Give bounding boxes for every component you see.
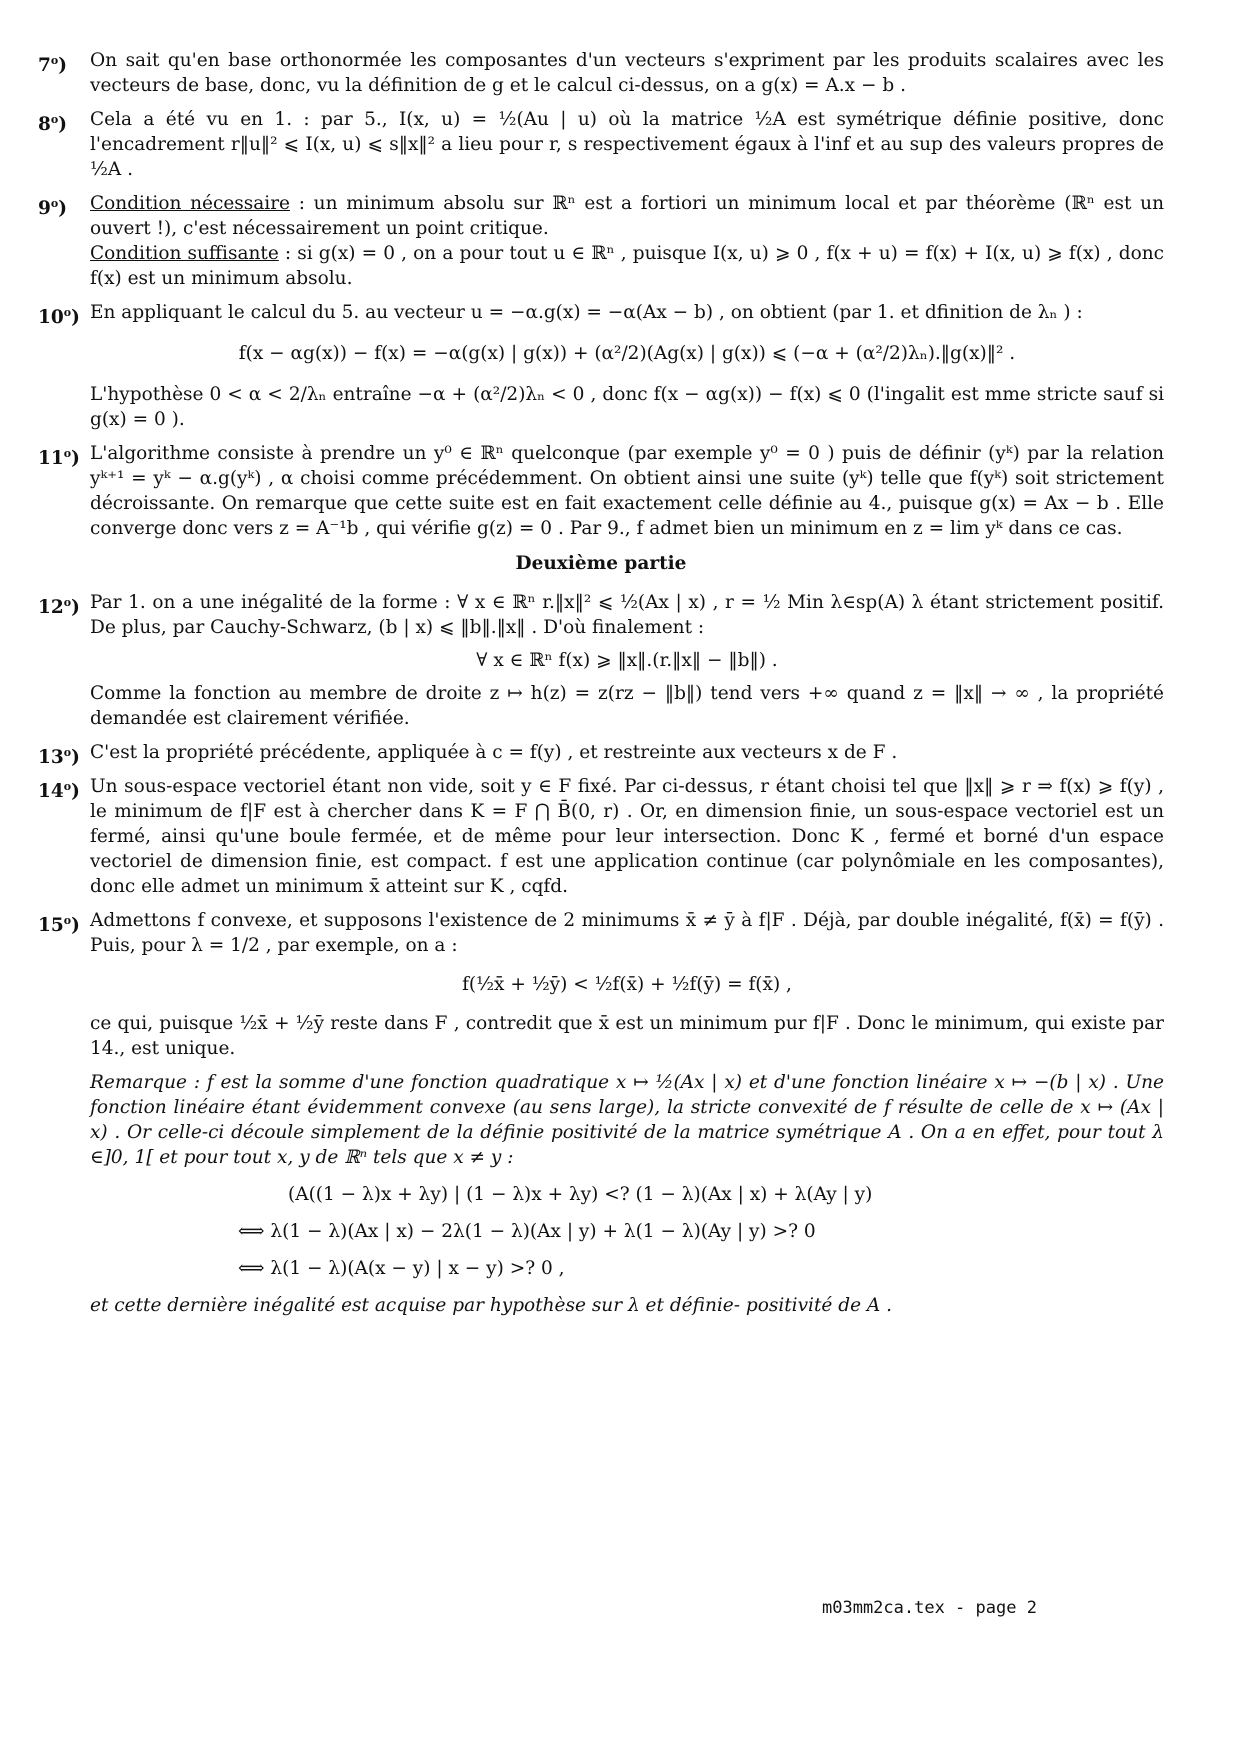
condition-sufficient-text: : si g(x) = 0 , on a pour tout u ∈ ℝⁿ , puisque I(x, u) ⩾ 0 , f(x + u) = f(x) + I(x, u) ⩾ f(x) , donc f(x) est un minimum absolu. [90, 243, 1165, 289]
item-text: L'algorithme consiste à prendre un y⁰ ∈ ℝⁿ quelconque (par exemple y⁰ = 0 ) puis de définir (yᵏ) par la relation yᵏ⁺¹ = yᵏ − α.g(yᵏ) , α choisi comme précédemment. On obtient ainsi une suite (yᵏ) telle que f(yᵏ) soit strictement décroissante. On remarque que cette suite est en fait exactement celle définie au 4., puisque g(x) = Ax − b . Elle converge donc vers z = A⁻¹b , qui vérifie g(z) = 0 . Par 9., f admet bien un minimum en z = lim yᵏ dans ce cas. [90, 443, 1164, 539]
remark-text [90, 1070, 1164, 1170]
item-number: 13$^o$) [38, 746, 80, 769]
item-12 [38, 590, 1164, 731]
item-text: Admettons f convexe, et supposons l'existence de 2 minimums x̄ ≠ ȳ à f|F . Déjà, par double inégalité, f(x̄) = f(ȳ) . Puis, pour λ = 1/2 , par exemple, on a : [90, 910, 1164, 956]
remark-body: : f est la somme d'une fonction quadratique x ↦ ½(Ax | x) et d'une fonction linéaire x ↦ −(b | x) . Une fonction linéaire étant évidemment convexe (au sens large), la stricte convexité de f résulte de celle de x ↦ (Ax | x) . Or celle-ci découle simplement de la définie positivité de la matrice symétrique A . On a en effet, pour tout λ ∈]0, 1[ et pour tout x, y de ℝⁿ tels que x ≠ y : [90, 1072, 1164, 1168]
item-10 [38, 300, 1164, 432]
page-body [38, 48, 1164, 1318]
item-text: En appliquant le calcul du 5. au vecteur u = −α.g(x) = −α(Ax − b) , on obtient (par 1. et dfinition de λₙ ) : [90, 302, 1083, 323]
display-equation: ∀ x ∈ ℝⁿ f(x) ⩾ ‖x‖.(r.‖x‖ − ‖b‖) . [476, 650, 778, 671]
remark-equation-2: ⟺ λ(1 − λ)(Ax | x) − 2λ(1 − λ)(Ax | y) + λ(1 − λ)(Ay | y) >? 0 [238, 1221, 816, 1242]
remark-equations [38, 1182, 1164, 1281]
condition-necessary-label: Condition nécessaire [90, 193, 290, 214]
item-11 [38, 441, 1164, 541]
item-number: 7$^o$) [38, 54, 67, 77]
item-8 [38, 107, 1164, 182]
item-text: ce qui, puisque ½x̄ + ½ȳ reste dans F , contredit que x̄ est un minimum pur f|F . Donc le minimum, qui existe par 14., est unique. [90, 1013, 1164, 1059]
item-7 [38, 48, 1164, 98]
item-13 [38, 740, 1164, 769]
item-number: 14$^o$) [38, 780, 80, 803]
item-9 [38, 191, 1164, 291]
item-15 [38, 908, 1164, 1061]
item-number: 9$^o$) [38, 197, 67, 220]
item-number: 11$^o$) [38, 447, 80, 470]
item-number: 12$^o$) [38, 596, 80, 619]
section-title: Deuxième partie [515, 553, 687, 574]
item-text: Un sous-espace vectoriel étant non vide, soit y ∈ F fixé. Par ci-dessus, r étant choisi tel que ‖x‖ ⩾ r ⇒ f(x) ⩾ f(y) , le minimum de f|F est à chercher dans K = F ⋂ B̄(0, r) . Or, en dimension finie, un sous-espace vectoriel est un fermé, ainsi qu'une boule fermée, et de même pour leur intersection. Donc K , fermé et borné d'un espace vectoriel de dimension finie, est compact. f est une application continue (car polynômiale en les composantes), donc elle admet un minimum x̄ atteint sur K , cqfd. [90, 776, 1164, 897]
item-number: 15$^o$) [38, 914, 80, 937]
remark-closing: et cette dernière inégalité est acquise par hypothèse sur λ et définie- positivité de A . [90, 1295, 893, 1316]
item-text: Comme la fonction au membre de droite z ↦ h(z) = z(rz − ‖b‖) tend vers +∞ quand z = ‖x‖ → ∞ , la propriété demandée est clairement vérifiée. [90, 683, 1164, 729]
item-text: Cela a été vu en 1. : par 5., I(x, u) = ½(Au | u) où la matrice ½A est symétrique définie positive, donc l'encadrement r‖u‖² ⩽ I(x, u) ⩽ s‖x‖² a lieu pour r, s respectivement égaux à l'inf et au sup des valeurs propres de ½A . [90, 109, 1164, 180]
condition-sufficient-label: Condition suffisante [90, 243, 279, 264]
item-text: L'hypothèse 0 < α < 2/λₙ entraîne −α + (α²/2)λₙ < 0 , donc f(x − αg(x)) − f(x) ⩽ 0 (l'ingalit est mme stricte sauf si g(x) = 0 ). [90, 384, 1164, 430]
item-number: 10$^o$) [38, 306, 80, 329]
item-text: On sait qu'en base orthonormée les composantes d'un vecteurs s'expriment par les produits scalaires avec les vecteurs de base, donc, vu la définition de g et le calcul ci-dessus, on a g(x) = A.x − b . [90, 50, 1164, 96]
page-footer: m03mm2ca.tex - page 2 [822, 1598, 1037, 1618]
item-number: 8$^o$) [38, 113, 67, 136]
item-text [90, 241, 1164, 291]
remark-equation-3: ⟺ λ(1 − λ)(A(x − y) | x − y) >? 0 , [238, 1258, 565, 1279]
display-equation: f(x − αg(x)) − f(x) = −α(g(x) | g(x)) + (α²/2)(Ag(x) | g(x)) ⩽ (−α + (α²/2)λₙ).‖g(x)‖² . [238, 343, 1016, 364]
item-text [90, 191, 1164, 241]
remark-label: Remarque [90, 1072, 187, 1093]
item-text: Par 1. on a une inégalité de la forme : ∀ x ∈ ℝⁿ r.‖x‖² ⩽ ½(Ax | x) , r = ½ Min λ∈sp(A) λ étant strictement positif. De plus, par Cauchy-Schwarz, (b | x) ⩽ ‖b‖.‖x‖ . D'où finalement : [90, 592, 1164, 638]
item-14 [38, 774, 1164, 899]
item-text: C'est la propriété précédente, appliquée à c = f(y) , et restreinte aux vecteurs x de F . [90, 742, 898, 763]
condition-necessary-text: : un minimum absolu sur ℝⁿ est a fortiori un minimum local et par théorème (ℝⁿ est un ouvert !), c'est nécessairement un point critique. [90, 193, 1164, 239]
remark-block [38, 1070, 1164, 1170]
remark-equation-1: (A((1 − λ)x + λy) | (1 − λ)x + λy) <? (1 − λ)(Ax | x) + λ(Ay | y) [288, 1184, 873, 1205]
display-equation: f(½x̄ + ½ȳ) < ½f(x̄) + ½f(ȳ) = f(x̄) , [462, 974, 792, 995]
